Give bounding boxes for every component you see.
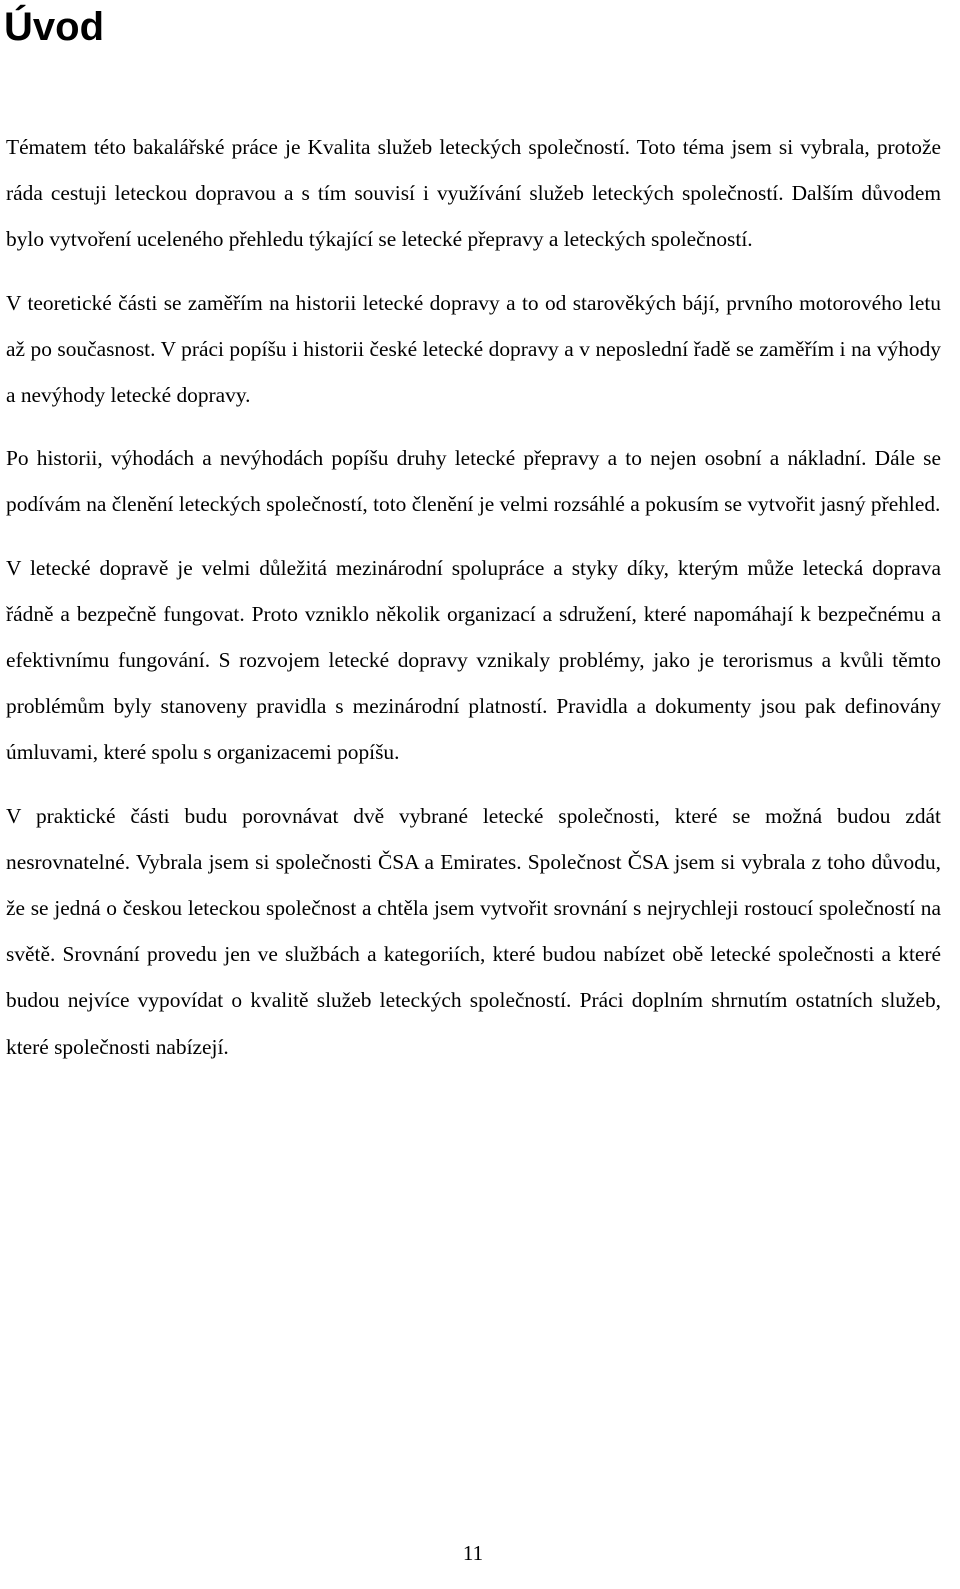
paragraph-practical: V praktické části budu porovnávat dvě vybrané letecké společnosti, které se možná budou zdát nesrovnatelné. Vybrala jsem si společnosti ČSA a Emirates. Společnost ČSA jsem si vybrala z toho důvodu, že se jedná o českou leteckou společnost a chtěla jsem vytvořit srovnání s nejrychleji rostoucí společností na světě. Srovnání provedu jen ve službách a kategoriích, které budou nabízet obě letecké společnosti a které budou nejvíce vypovídat o kvalitě služeb leteckých společností. Práci doplním shrnutím ostatních služeb, které společnosti nabízejí. xyxy=(6,803,941,1059)
page-number: 11 xyxy=(462,1541,484,1565)
paragraph-transport-types: Po historii, výhodách a nevýhodách popíšu druhy letecké přepravy a to nejen osobní a nákladní. Dále se podívám na členění leteckých společností, toto členění je velmi rozsáhlé a pokusím se vytvořit jasný přehled. xyxy=(6,446,941,517)
page-title: Úvod xyxy=(4,5,104,49)
paragraph-cooperation: V letecké dopravě je velmi důležitá mezinárodní spolupráce a styky díky, kterým může letecká doprava řádně a bezpečně fungovat. Proto vzniklo několik organizací a sdružení, které napomáhají k bezpečnému a efektivnímu fungování. S rozvojem letecké dopravy vznikaly problémy, jako je terorismus a kvůli těmto problémům byly stanoveny pravidla s mezinárodní platností. Pravidla a dokumenty jsou pak definovány úmluvami, které spolu s organizacemi popíšu. xyxy=(6,555,941,765)
paragraph-topic: Tématem této bakalářské práce je Kvalita služeb leteckých společností. Toto téma jsem si vybrala, protože ráda cestuji leteckou dopravou a s tím souvisí i využívání služeb leteckých společností. Dalším důvodem bylo vytvoření uceleného přehledu týkající se letecké přepravy a leteckých společností. xyxy=(6,135,941,252)
paragraph-theory: V teoretické části se zaměřím na historii letecké dopravy a to od starověkých bájí, prvního motorového letu až po současnost. V práci popíšu i historii české letecké dopravy a v neposlední řadě se zaměřím i na výhody a nevýhody letecké dopravy. xyxy=(6,290,941,408)
body-text xyxy=(6,124,941,1087)
